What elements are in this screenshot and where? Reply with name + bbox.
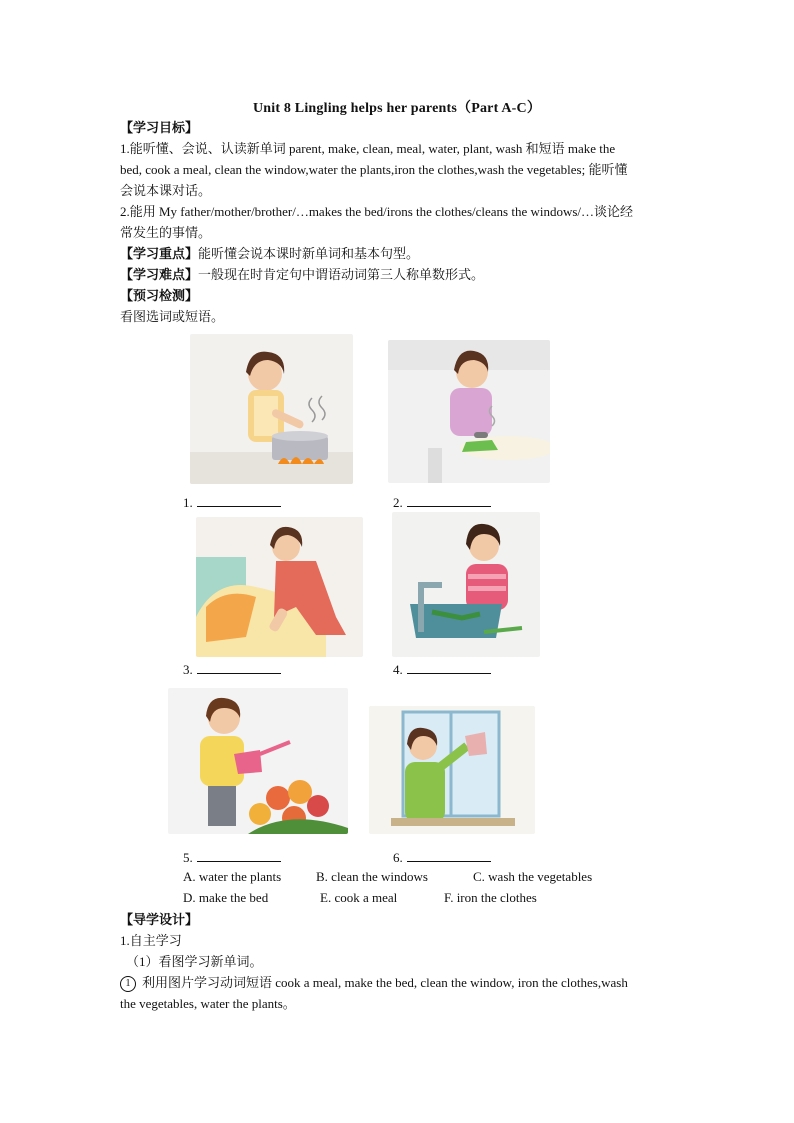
- objectives-line-1: 1.能听懂、会说、认读新单词 parent, make, clean, meal, water, plant, wash 和短语 make the: [120, 141, 616, 156]
- option-e: E. cook a meal: [320, 890, 398, 905]
- answer-3: [183, 661, 281, 678]
- preview-instruction: 看图选词或短语。: [120, 309, 225, 324]
- answer-4-blank[interactable]: [407, 661, 491, 674]
- objectives-line-3: 会说本课对话。: [120, 183, 212, 198]
- answer-2: [393, 494, 491, 511]
- answer-6-blank[interactable]: [407, 849, 491, 862]
- answer-3-number: 3.: [183, 662, 193, 677]
- objectives-line-5: 常发生的事情。: [120, 225, 212, 240]
- guide-item-1-1-1-text: 利用图片学习动词短语 cook a meal, make the bed, clean the window, iron the clothes,wash: [142, 975, 628, 990]
- key-point: [120, 243, 680, 264]
- answer-1-blank[interactable]: [197, 494, 281, 507]
- option-b: B. clean the windows: [316, 869, 428, 884]
- guide-heading: 【导学设计】: [120, 912, 199, 927]
- answer-5-number: 5.: [183, 850, 193, 865]
- objectives-heading: 【学习目标】: [120, 120, 199, 135]
- difficulty: [120, 264, 680, 285]
- answer-6-number: 6.: [393, 850, 403, 865]
- guide-item-1: 1.自主学习: [120, 933, 182, 948]
- key-point-text: 能听懂会说本课时新单词和基本句型。: [198, 246, 420, 261]
- key-point-heading: 【学习重点】: [120, 246, 199, 261]
- difficulty-text: 一般现在时肯定句中谓语动词第三人称单数形式。: [198, 267, 485, 282]
- option-c: C. wash the vegetables: [473, 869, 593, 884]
- guide-item-1-1-1: [120, 972, 680, 993]
- answer-6: [393, 849, 491, 866]
- option-a: A. water the plants: [183, 869, 282, 884]
- page-title: Unit 8 Lingling helps her parents（Part A-C）: [252, 101, 542, 116]
- answer-4-number: 4.: [393, 662, 403, 677]
- picture-make-bed: [196, 517, 363, 657]
- option-f: F. iron the clothes: [444, 890, 537, 905]
- picture-iron-clothes: [388, 340, 550, 483]
- answer-5-blank[interactable]: [197, 849, 281, 862]
- option-d: D. make the bed: [183, 890, 269, 905]
- answer-4: [393, 661, 491, 678]
- answer-5: [183, 849, 281, 866]
- guide-item-1-1-1-cont: the vegetables, water the plants。: [120, 996, 296, 1011]
- guide-item-1-1: （1）看图学习新单词。: [126, 954, 263, 969]
- answer-1-number: 1.: [183, 495, 193, 510]
- preview-heading: 【预习检测】: [120, 288, 199, 303]
- answer-2-number: 2.: [393, 495, 403, 510]
- objectives-line-2: bed, cook a meal, clean the window,water the plants,iron the clothes,wash the vegetables; 能听懂: [120, 162, 628, 177]
- picture-clean-windows: [369, 706, 535, 834]
- circled-number: 1: [120, 976, 136, 992]
- picture-water-plants: [168, 688, 348, 834]
- picture-wash-vegetables: [392, 512, 540, 657]
- objectives-line-4: 2.能用 My father/mother/brother/…makes the bed/irons the clothes/cleans the windows/…谈论经: [120, 204, 634, 219]
- difficulty-heading: 【学习难点】: [120, 267, 199, 282]
- picture-cook-meal: [190, 334, 353, 484]
- answer-2-blank[interactable]: [407, 494, 491, 507]
- answer-3-blank[interactable]: [197, 661, 281, 674]
- answer-1: [183, 494, 281, 511]
